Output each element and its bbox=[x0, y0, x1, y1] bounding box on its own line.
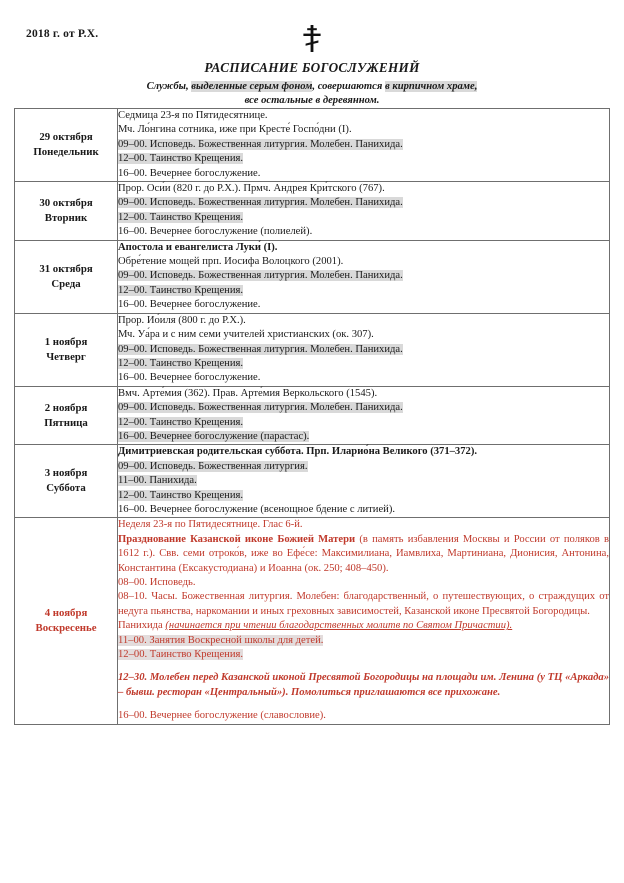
date-weekday: Пятница bbox=[44, 416, 88, 429]
services-cell-oct-29 bbox=[118, 109, 610, 182]
service-line-highlighted: 11–00. Занятия Воскресной школы для детей. bbox=[118, 634, 324, 646]
date-weekday: Вторник bbox=[44, 211, 88, 224]
service-line bbox=[118, 211, 609, 225]
service-line-highlighted: 09–00. Исповедь. Божественная литургия. Молебен. Панихида. bbox=[118, 402, 403, 414]
orthodox-cross-icon bbox=[14, 24, 610, 58]
service-line bbox=[118, 401, 609, 415]
date-cell-nov-3 bbox=[15, 445, 118, 518]
service-line bbox=[118, 138, 609, 152]
service-line: 16–00. Вечернее богослужение (славословие). bbox=[118, 710, 326, 722]
service-line: Мч. Уа́ра и с ним семи учителей христианских (ок. 307). bbox=[118, 329, 374, 341]
table-row bbox=[15, 386, 610, 445]
date-day: 31 октября bbox=[39, 262, 93, 275]
moleben-announcement bbox=[118, 671, 609, 700]
service-line: 16–00. Вечернее богослужение. bbox=[118, 372, 261, 384]
services-cell-nov-4 bbox=[118, 518, 610, 724]
service-line-highlighted: 12–00. Таинство Крещения. bbox=[118, 649, 244, 661]
service-line: Вмч. Арте́мия (362). Прав. Арте́мия Веркольского (1545). bbox=[118, 387, 378, 399]
feast-title: Празднование Казанской иконе Божией Матери bbox=[118, 533, 356, 545]
service-line bbox=[118, 269, 609, 283]
service-line: 08–10. Часы. Божественная литургия. Молебен: благодарственный, о путешествующих, о страждущих от недуга пьянства, наркомании и иных греховных зависимостей, Казанской иконе Пресвятой Богородицы. bbox=[118, 591, 609, 617]
service-line: 08–00. Исповедь. bbox=[118, 577, 196, 588]
date-weekday: Суббота bbox=[46, 482, 86, 495]
service-line-highlighted: 12–00. Таинство Крещения. bbox=[118, 284, 244, 296]
service-line-highlighted: 12–00. Таинство Крещения. bbox=[118, 153, 244, 165]
service-line bbox=[118, 357, 609, 371]
year-label: 2018 г. от Р.Х. bbox=[26, 28, 99, 40]
table-row bbox=[15, 240, 610, 313]
service-line bbox=[118, 430, 609, 444]
subtitle-highlight-brick-church: в кирпичном храме, bbox=[384, 81, 478, 92]
service-line: Мч. Ло́нгина сотника, иже при Кресте́ Госпо́дни (I). bbox=[118, 124, 352, 136]
service-line bbox=[118, 416, 609, 430]
service-line: Прор. Ио́иля (800 г. до Р.Х.). bbox=[118, 314, 246, 326]
date-day: 4 ноября bbox=[44, 607, 88, 620]
date-weekday: Воскресенье bbox=[35, 622, 97, 635]
table-row bbox=[15, 445, 610, 518]
service-line: 16–00. Вечернее богослужение. bbox=[118, 167, 261, 179]
date-day: 3 ноября bbox=[44, 467, 88, 480]
service-line bbox=[118, 489, 609, 503]
subtitle-line-2: все остальные в деревянном. bbox=[244, 94, 380, 106]
paragraph-spacer bbox=[118, 700, 609, 709]
service-line-highlighted: 09–00. Исповедь. Божественная литургия. bbox=[118, 460, 308, 472]
date-day: 30 октября bbox=[39, 196, 93, 209]
date-day: 2 ноября bbox=[44, 401, 88, 414]
page-title: РАСПИСАНИЕ БОГОСЛУЖЕНИЙ bbox=[204, 60, 420, 75]
service-line-highlighted: 12–00. Таинство Крещения. bbox=[118, 211, 244, 223]
panihida-label: Панихида bbox=[118, 620, 166, 632]
date-cell-oct-30 bbox=[15, 182, 118, 241]
service-line: Обре́тение мощей прп. Иосифа Волоцкого (2001). bbox=[118, 256, 344, 268]
services-cell-oct-31 bbox=[118, 240, 610, 313]
document-header bbox=[14, 24, 610, 106]
table-row bbox=[15, 109, 610, 182]
service-line bbox=[118, 196, 609, 210]
table-row-sunday bbox=[15, 518, 610, 724]
service-line: Неделя 23-я по Пятидесятнице. Глас 6-й. bbox=[118, 519, 303, 531]
feast-title: Апостола и евангелиста Луки́ (I). bbox=[118, 241, 278, 253]
service-line-highlighted: 09–00. Исповедь. Божественная литургия. Молебен. Панихида. bbox=[118, 197, 403, 209]
service-line: 16–00. Вечернее богослужение. bbox=[118, 299, 261, 311]
date-cell-nov-1 bbox=[15, 313, 118, 386]
service-line bbox=[118, 474, 609, 488]
services-cell-nov-1 bbox=[118, 313, 610, 386]
date-day: 29 октября bbox=[39, 131, 93, 144]
service-line bbox=[118, 634, 609, 648]
feast-detail: (в память избавления Москвы и России от поляков в 1612 г.). Свв. семи отроко́в, иже во Ефе́се: Максимилиана, Иамвлиха, Мартиниана, Дионисия, Антонина, Константина (Ексакустодиана) и Иоанна (ок. 250; 408–450). bbox=[118, 533, 609, 574]
service-line bbox=[118, 460, 609, 474]
date-day: 1 ноября bbox=[44, 335, 88, 348]
services-cell-nov-3 bbox=[118, 445, 610, 518]
service-line: Седмица 23-я по Пятидесятнице. bbox=[118, 110, 268, 121]
date-cell-nov-2 bbox=[15, 386, 118, 445]
service-line-highlighted: 09–00. Исповедь. Божественная литургия. Молебен. Панихида. bbox=[118, 138, 403, 150]
page-subtitle bbox=[14, 80, 610, 107]
date-weekday: Четверг bbox=[46, 350, 86, 363]
service-line-highlighted: 12–00. Таинство Крещения. bbox=[118, 416, 244, 428]
service-line-highlighted: 09–00. Исповедь. Божественная литургия. Молебен. Панихида. bbox=[118, 343, 403, 355]
service-line-highlighted: 12–00. Таинство Крещения. bbox=[118, 489, 244, 501]
feast-title: Димитриевская родительская суббота. Прп. Иларио́на Великого (371–372). bbox=[118, 446, 477, 458]
table-row bbox=[15, 182, 610, 241]
service-line bbox=[118, 619, 609, 633]
date-weekday: Понедельник bbox=[33, 146, 99, 159]
subtitle-part-1: Службы, bbox=[146, 81, 192, 92]
service-line: 16–00. Вечернее богослужение (полиелей). bbox=[118, 226, 313, 238]
moleben-text: Молебен перед Казанской иконой Пресвятой Богородицы на площади им. Ленина (у ТЦ «Аркада» – бывш. ресторан «Центральный»). Помолиться приглашаются все прихожане. bbox=[118, 672, 609, 698]
service-line bbox=[118, 648, 609, 662]
subtitle-highlight-grey-background: выделенные серым фоном bbox=[191, 81, 313, 92]
service-line-highlighted: 12–00. Таинство Крещения. bbox=[118, 357, 244, 369]
service-line bbox=[118, 152, 609, 166]
table-row bbox=[15, 313, 610, 386]
moleben-time: 12–30. bbox=[118, 672, 148, 684]
date-cell-oct-31 bbox=[15, 240, 118, 313]
services-schedule-table bbox=[14, 108, 610, 725]
services-cell-nov-2 bbox=[118, 386, 610, 445]
date-cell-oct-29 bbox=[15, 109, 118, 182]
service-line-highlighted: 16–00. Вечернее богослужение (парастас). bbox=[118, 430, 310, 442]
date-weekday: Среда bbox=[51, 277, 81, 290]
subtitle-part-2: , совершаются bbox=[312, 81, 385, 92]
service-line-highlighted: 11–00. Панихида. bbox=[118, 475, 197, 487]
feast-paragraph bbox=[118, 533, 609, 576]
paragraph-spacer bbox=[118, 662, 609, 671]
date-cell-nov-4 bbox=[15, 518, 118, 724]
service-line bbox=[118, 343, 609, 357]
panihida-note: (начинается при чтении благодарственных молитв по Святом Причастии). bbox=[165, 620, 513, 632]
services-cell-oct-30 bbox=[118, 182, 610, 241]
service-line: 16–00. Вечернее богослужение (всенощное бдение с литией). bbox=[118, 503, 396, 515]
service-line: Прор. Оси́и (820 г. до Р.Х.). Прмч. Андрея Кри́тского (767). bbox=[118, 183, 385, 195]
service-line-highlighted: 09–00. Исповедь. Божественная литургия. Молебен. Панихида. bbox=[118, 270, 403, 282]
service-line bbox=[118, 284, 609, 298]
